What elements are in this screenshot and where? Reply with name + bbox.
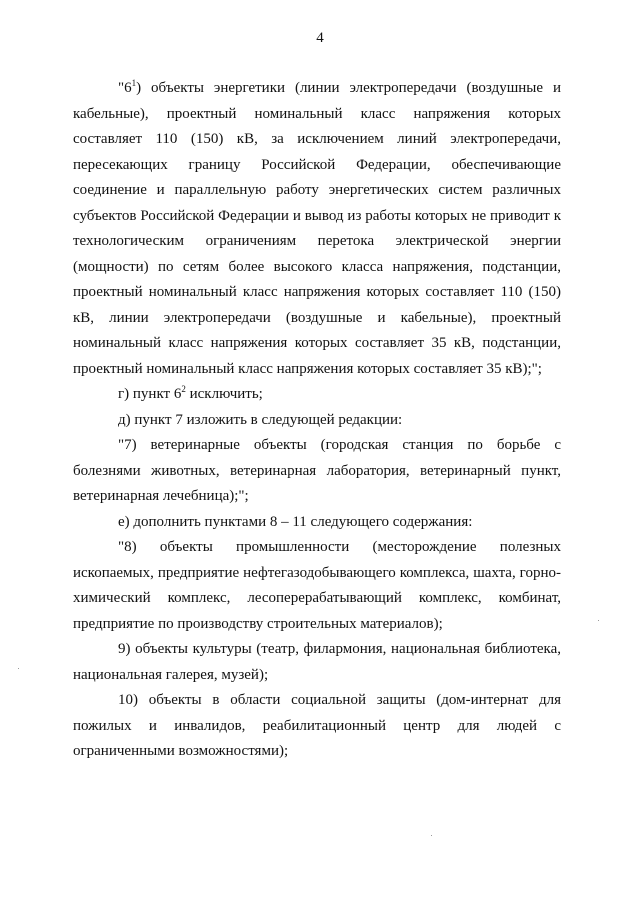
paragraph-item-9 [73, 637, 561, 688]
paragraph-text: исключить; [185, 386, 263, 402]
superscript: 1 [131, 78, 137, 88]
paragraph-item-7 [73, 433, 561, 510]
paragraph-text: г) пункт 6 [118, 386, 182, 402]
scan-speck [18, 668, 19, 669]
paragraph-text: 9) объекты культуры (театр, филармония, национальная библиотека, национальная галерея, музей); [73, 641, 561, 683]
paragraph-text: е) дополнить пунктами 8 – 11 следующего содержания: [118, 513, 473, 530]
scan-speck [598, 620, 599, 621]
paragraph-text: 10) объекты в области социальной защиты (дом-интернат для пожилых и инвалидов, реабилитационный центр для людей с ограниченными возможностями); [73, 692, 561, 759]
paragraph-item-d [73, 408, 561, 434]
paragraph-text: "7) ветеринарные объекты (городская станция по борьбе с болезнями животных, ветеринарная лаборатория, ветеринарный пункт, ветеринарная лечебница);"; [73, 437, 561, 504]
paragraph-item-10 [73, 688, 561, 765]
paragraph-item-8 [73, 535, 561, 637]
paragraph-text: "6 [118, 80, 132, 96]
paragraph-text: ) объекты энергетики (линии электропередачи (воздушные и кабельные), проектный номинальный класс напряжения которых составляет 110 (150) кВ, за исключением линий электропередачи, пересекающих границу Российской Федерации, обеспечивающие соединение и параллельную работу энергетических систем различных субъектов Российской Федерации и вывод из работы которых не приводит к технологическим ограничениям перетока электрической энергии (мощности) по сетям более высокого класса напряжения, подстанции, проектный номинальный класс напряжения которых составляет 110 (150) кВ, линии электропередачи (воздушные и кабельные), проектный номинальный класс напряжения которых составляет 35 кВ, подстанции, проектный номинальный класс напряжения которых составляет 35 кВ);"; [73, 80, 561, 377]
document-body [73, 76, 561, 765]
paragraph-text: д) пункт 7 изложить в следующей редакции: [118, 411, 403, 428]
scan-speck [431, 835, 432, 836]
paragraph-item-6-1 [73, 76, 561, 382]
paragraph-item-e [73, 510, 561, 536]
page-number: 4 [316, 30, 324, 46]
paragraph-item-g [73, 382, 561, 408]
paragraph-text: "8) объекты промышленности (месторождение полезных ископаемых, предприятие нефтегазодобывающего комплекса, шахта, горно-химический комплекс, лесоперерабатывающий комплекс, комбинат, предприятие по производству строительных материалов); [73, 539, 561, 632]
superscript: 2 [181, 384, 186, 394]
